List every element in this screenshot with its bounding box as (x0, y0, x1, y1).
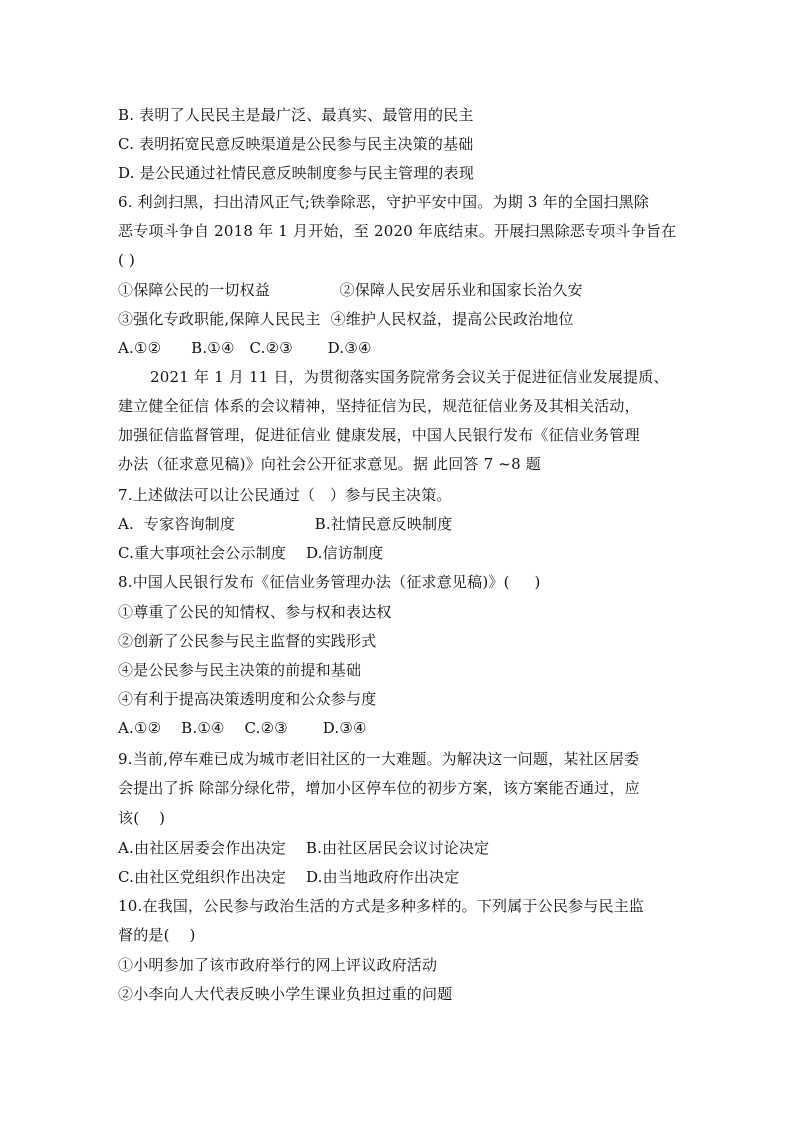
question-6-options: A.①② B.①④ C.②③ D.③④ (118, 339, 372, 357)
option-d-line: D. 是公民通过社情民意反映制度参与民主管理的表现 (118, 164, 475, 182)
question-7-stem: 7.上述做法可以让公民通过（ ）参与民主决策。 (118, 486, 452, 504)
option-b-line: B. 表明了人民民主是最广泛、最真实、最管用的民主 (118, 106, 474, 124)
question-6-statements-2: ③强化专政职能,保障人民民主 ④维护人民权益，提高公民政治地位 (118, 310, 574, 328)
question-7-options-1: A. 专家咨询制度 B.社情民意反映制度 (118, 515, 453, 533)
question-8-stem: 8.中国人民银行发布《征信业务管理办法（征求意见稿)》( ) (118, 573, 541, 591)
option-c-line: C. 表明拓宽民意反映渠道是公民参与民主决策的基础 (118, 135, 474, 153)
question-9-line-3: 该( ) (118, 809, 166, 827)
question-8-statement-1: ①尊重了公民的知情权、参与权和表达权 (118, 603, 392, 621)
question-10-statement-1: ①小明参加了该市政府举行的网上评议政府活动 (118, 956, 438, 974)
question-6-statements-1: ①保障公民的一切权益 ②保障人民安居乐业和国家长治久安 (118, 281, 583, 299)
question-9-options-2: C.由社区党组织作出决定 D.由当地政府作出决定 (118, 868, 460, 886)
question-8-statement-3: ④是公民参与民主决策的前提和基础 (118, 661, 362, 679)
material-line-4: 办法（征求意见稿)》向社会公开征求意见。据 此回答 7 ~8 题 (118, 455, 541, 473)
question-8-statement-2: ②创新了公民参与民主监督的实践形式 (118, 632, 377, 650)
question-6-line-2: 恶专项斗争自 2018 年 1 月开始，至 2020 年底结束。开展扫黑除恶专项斗争旨在 (118, 222, 677, 240)
question-9-options-1: A.由社区居委会作出决定 B.由社区居民会议讨论决定 (118, 839, 490, 857)
question-8-options: A.①② B.①④ C.②③ D.③④ (118, 719, 367, 737)
question-10-statement-2: ②小李向人大代表反映小学生课业负担过重的问题 (118, 985, 453, 1003)
question-8-statement-4: ④有利于提高决策透明度和公众参与度 (118, 690, 377, 708)
material-line-3: 加强征信监督管理，促进征信业 健康发展，中国人民银行发布《征信业务管理 (118, 426, 640, 444)
question-6-line-1: 6. 利剑扫黑，扫出清风正气;铁拳除恶，守护平安中国。为期 3 年的全国扫黑除 (118, 193, 650, 211)
material-line-1: 2021 年 1 月 11 日，为贯彻落实国务院常务会议关于促进征信业发展提质、 (150, 368, 669, 386)
question-10-line-2: 督的是( ) (118, 926, 196, 944)
material-line-2: 建立健全征信 体系的会议精神，坚持征信为民，规范征信业务及其相关活动， (118, 397, 640, 415)
question-9-line-1: 9.当前,停车难已成为城市老旧社区的一大难题。为解决这一问题，某社区居委 (118, 750, 640, 768)
question-7-options-2: C.重大事项社会公示制度 D.信访制度 (118, 544, 384, 562)
question-6-line-3: ( ) (118, 251, 136, 269)
question-9-line-2: 会提出了拆 除部分绿化带，增加小区停车位的初步方案，该方案能否通过，应 (118, 779, 640, 797)
question-10-line-1: 10.在我国，公民参与政治生活的方式是多种多样的。下列属于公民参与民主监 (118, 897, 645, 915)
